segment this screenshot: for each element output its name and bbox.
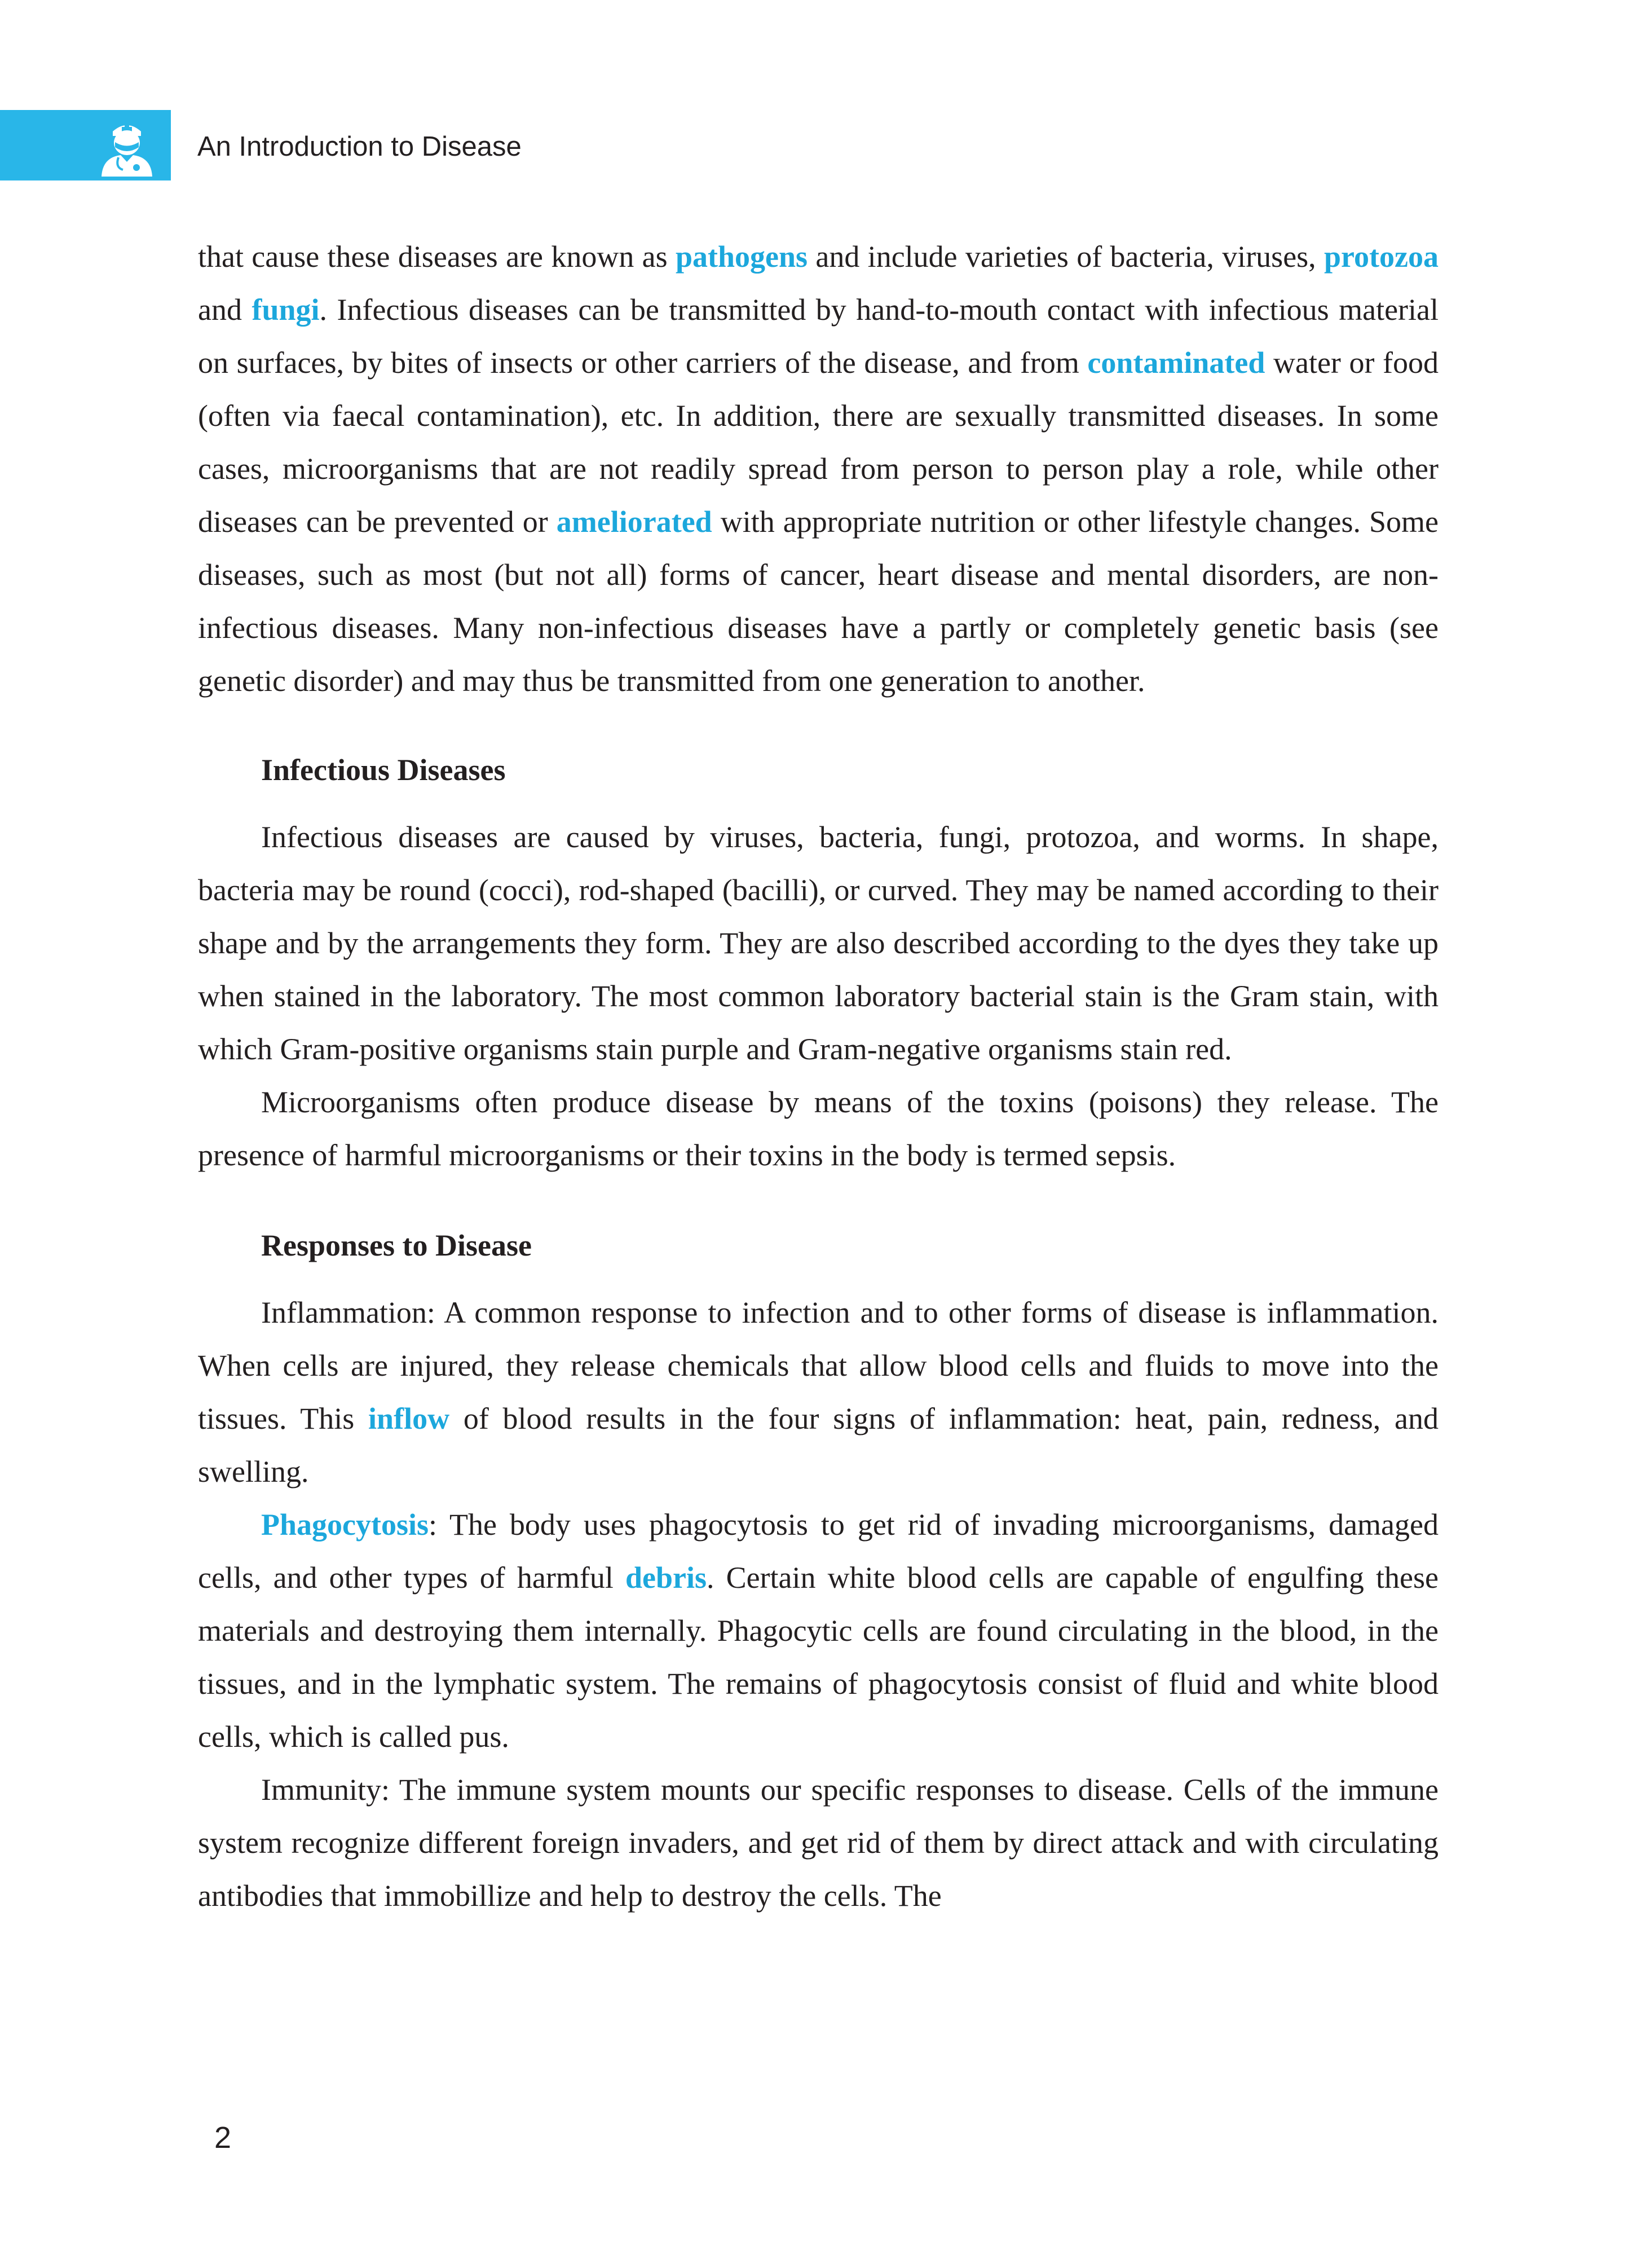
term-ameliorated: ameliorated — [556, 505, 712, 539]
term-protozoa: protozoa — [1324, 240, 1439, 274]
inflammation-paragraph: Inflammation: A common response to infection and to other forms of disease is inflammation. When cells are injured, they release chemicals that allow blood cells and fluids to move into the tissues. This inflow of blood results in the four signs of inflammation: heat, pain, redness, and swelling. — [198, 1296, 1439, 1488]
page-body — [198, 230, 1439, 1922]
heading-responses-to-disease: Responses to Disease — [261, 1228, 532, 1262]
heading-infectious-diseases: Infectious Diseases — [261, 753, 506, 787]
doctor-icon — [96, 116, 158, 177]
term-pathogens: pathogens — [676, 240, 808, 274]
page-number: 2 — [214, 2121, 232, 2155]
term-inflow: inflow — [368, 1402, 450, 1435]
intro-paragraph: that cause these diseases are known as pathogens and include varieties of bacteria, viruses, protozoa and fungi. Infectious diseases can be transmitted by hand-to-mouth contact with infectious material on surfaces, by bites of insects or other carriers of the disease, and from contaminated water or food (often via faecal contamination), etc. In addition, there are sexually transmitted diseases. In some cases, microorganisms that are not readily spread from person to person play a role, while other diseases can be prevented or ameliorated with appropriate nutrition or other lifestyle changes. Some diseases, such as most (but not all) forms of cancer, heart disease and mental disorders, are non-infectious diseases. Many non-infectious diseases have a partly or completely genetic basis (see genetic disorder) and may thus be transmitted from one generation to another. — [198, 240, 1439, 698]
running-header-title: An Introduction to Disease — [197, 131, 522, 162]
term-fungi: fungi — [252, 293, 320, 327]
term-contaminated: contaminated — [1087, 346, 1265, 380]
infectious-paragraph-2: Microorganisms often produce disease by means of the toxins (poisons) they release. The presence of harmful microorganisms or their toxins in the body is termed sepsis. — [198, 1085, 1439, 1172]
term-phagocytosis: Phagocytosis — [261, 1508, 429, 1542]
immunity-paragraph: Immunity: The immune system mounts our specific responses to disease. Cells of the immune system recognize different foreign invaders, and get rid of them by direct attack and with circulating antibodies that immobillize and help to destroy the cells. The — [198, 1773, 1439, 1913]
term-debris: debris — [625, 1561, 707, 1595]
infectious-paragraph-1: Infectious diseases are caused by viruses, bacteria, fungi, protozoa, and worms. In shape, bacteria may be round (cocci), rod-shaped (bacilli), or curved. They may be named according to their shape and by the arrangements they form. They are also described according to the dyes they take up when stained in the laboratory. The most common laboratory bacterial stain is the Gram stain, with which Gram-positive organisms stain purple and Gram-negative organisms stain red. — [198, 820, 1439, 1066]
phagocytosis-paragraph: Phagocytosis: The body uses phagocytosis to get rid of invading microorganisms, damaged cells, and other types of harmful debris. Certain white blood cells are capable of engulfing these materials and destroying them internally. Phagocytic cells are found circulating in the blood, in the tissues, and in the lymphatic system. The remains of phagocytosis consist of fluid and white blood cells, which is called pus. — [198, 1508, 1439, 1754]
